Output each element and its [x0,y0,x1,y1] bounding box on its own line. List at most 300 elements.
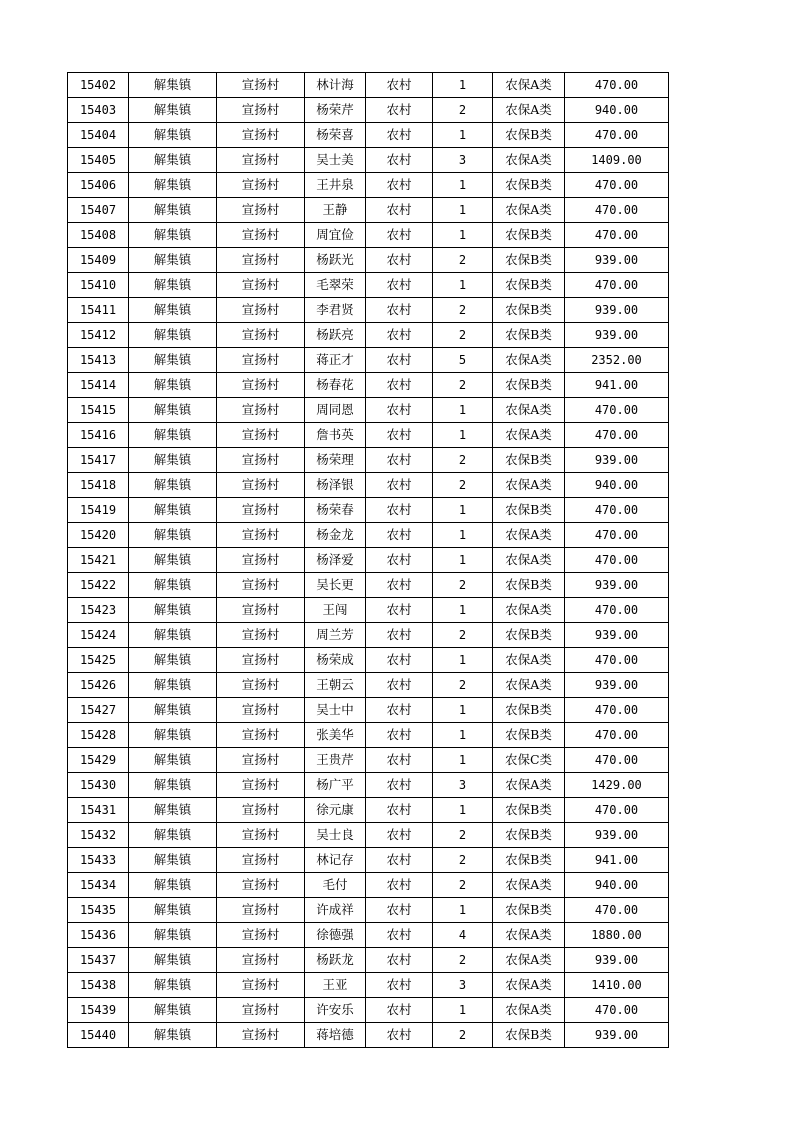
row-id-cell: 15426 [68,673,129,698]
household-size-cell: 1 [433,598,493,623]
village-cell: 宣扬村 [217,223,305,248]
amount-cell: 470.00 [565,273,669,298]
town-cell: 解集镇 [129,348,217,373]
name-cell: 吴长更 [305,573,366,598]
amount-cell: 470.00 [565,223,669,248]
town-cell: 解集镇 [129,648,217,673]
table-row [68,173,669,198]
insurance-class-cell: 农保B类 [493,373,565,398]
table-row [68,673,669,698]
town-cell: 解集镇 [129,998,217,1023]
row-id-cell: 15421 [68,548,129,573]
village-cell: 宣扬村 [217,848,305,873]
insurance-class-cell: 农保A类 [493,673,565,698]
village-cell: 宣扬村 [217,898,305,923]
table-row [68,723,669,748]
household-size-cell: 2 [433,873,493,898]
name-cell: 吴士美 [305,148,366,173]
name-cell: 毛翠荣 [305,273,366,298]
area-type-cell: 农村 [366,773,433,798]
amount-cell: 470.00 [565,998,669,1023]
household-size-cell: 1 [433,73,493,98]
town-cell: 解集镇 [129,873,217,898]
table-row [68,498,669,523]
household-size-cell: 1 [433,273,493,298]
amount-cell: 470.00 [565,548,669,573]
amount-cell: 470.00 [565,648,669,673]
name-cell: 周同恩 [305,398,366,423]
village-cell: 宣扬村 [217,548,305,573]
household-size-cell: 1 [433,173,493,198]
name-cell: 许安乐 [305,998,366,1023]
area-type-cell: 农村 [366,548,433,573]
household-size-cell: 1 [433,198,493,223]
row-id-cell: 15417 [68,448,129,473]
amount-cell: 939.00 [565,948,669,973]
table-row [68,998,669,1023]
area-type-cell: 农村 [366,173,433,198]
area-type-cell: 农村 [366,123,433,148]
area-type-cell: 农村 [366,923,433,948]
row-id-cell: 15433 [68,848,129,873]
amount-cell: 941.00 [565,848,669,873]
insurance-class-cell: 农保A类 [493,398,565,423]
row-id-cell: 15434 [68,873,129,898]
row-id-cell: 15424 [68,623,129,648]
table-row [68,798,669,823]
area-type-cell: 农村 [366,448,433,473]
village-cell: 宣扬村 [217,348,305,373]
table-row [68,898,669,923]
amount-cell: 2352.00 [565,348,669,373]
town-cell: 解集镇 [129,923,217,948]
name-cell: 王井泉 [305,173,366,198]
table-row [68,323,669,348]
table-row [68,648,669,673]
town-cell: 解集镇 [129,98,217,123]
table-row [68,548,669,573]
area-type-cell: 农村 [366,373,433,398]
insurance-class-cell: 农保B类 [493,248,565,273]
household-size-cell: 1 [433,423,493,448]
amount-cell: 940.00 [565,873,669,898]
name-cell: 杨泽爱 [305,548,366,573]
household-size-cell: 1 [433,398,493,423]
village-cell: 宣扬村 [217,198,305,223]
insurance-class-cell: 农保B类 [493,798,565,823]
row-id-cell: 15419 [68,498,129,523]
name-cell: 杨荣芹 [305,98,366,123]
table-row [68,1023,669,1048]
village-cell: 宣扬村 [217,773,305,798]
household-size-cell: 1 [433,798,493,823]
household-size-cell: 5 [433,348,493,373]
row-id-cell: 15408 [68,223,129,248]
name-cell: 许成祥 [305,898,366,923]
household-size-cell: 2 [433,98,493,123]
row-id-cell: 15418 [68,473,129,498]
area-type-cell: 农村 [366,1023,433,1048]
table-row [68,473,669,498]
village-cell: 宣扬村 [217,273,305,298]
area-type-cell: 农村 [366,823,433,848]
name-cell: 杨荣喜 [305,123,366,148]
table-row [68,373,669,398]
village-cell: 宣扬村 [217,423,305,448]
name-cell: 蒋正才 [305,348,366,373]
village-cell: 宣扬村 [217,873,305,898]
table-row [68,623,669,648]
village-cell: 宣扬村 [217,723,305,748]
amount-cell: 939.00 [565,323,669,348]
town-cell: 解集镇 [129,173,217,198]
row-id-cell: 15412 [68,323,129,348]
row-id-cell: 15413 [68,348,129,373]
insurance-class-cell: 农保B类 [493,498,565,523]
name-cell: 杨春花 [305,373,366,398]
amount-cell: 470.00 [565,73,669,98]
insurance-class-cell: 农保B类 [493,273,565,298]
table-row [68,298,669,323]
household-size-cell: 1 [433,523,493,548]
village-cell: 宣扬村 [217,148,305,173]
town-cell: 解集镇 [129,823,217,848]
table-row [68,773,669,798]
village-cell: 宣扬村 [217,123,305,148]
row-id-cell: 15430 [68,773,129,798]
village-cell: 宣扬村 [217,673,305,698]
table-row [68,823,669,848]
area-type-cell: 农村 [366,398,433,423]
town-cell: 解集镇 [129,298,217,323]
household-size-cell: 1 [433,123,493,148]
insurance-class-cell: 农保B类 [493,898,565,923]
village-cell: 宣扬村 [217,948,305,973]
table-row [68,123,669,148]
amount-cell: 939.00 [565,248,669,273]
insurance-class-cell: 农保B类 [493,823,565,848]
village-cell: 宣扬村 [217,698,305,723]
name-cell: 毛付 [305,873,366,898]
household-size-cell: 1 [433,998,493,1023]
insurance-class-cell: 农保A类 [493,998,565,1023]
village-cell: 宣扬村 [217,398,305,423]
insurance-class-cell: 农保A类 [493,98,565,123]
village-cell: 宣扬村 [217,73,305,98]
insurance-class-cell: 农保A类 [493,73,565,98]
town-cell: 解集镇 [129,123,217,148]
insurance-class-cell: 农保C类 [493,748,565,773]
table-row [68,198,669,223]
town-cell: 解集镇 [129,623,217,648]
area-type-cell: 农村 [366,698,433,723]
row-id-cell: 15439 [68,998,129,1023]
village-cell: 宣扬村 [217,598,305,623]
area-type-cell: 农村 [366,423,433,448]
table-row [68,448,669,473]
amount-cell: 470.00 [565,598,669,623]
table-row [68,398,669,423]
amount-cell: 1880.00 [565,923,669,948]
town-cell: 解集镇 [129,848,217,873]
insurance-class-cell: 农保B类 [493,573,565,598]
town-cell: 解集镇 [129,798,217,823]
amount-cell: 470.00 [565,723,669,748]
amount-cell: 939.00 [565,573,669,598]
insurance-class-cell: 农保B类 [493,123,565,148]
insurance-class-cell: 农保B类 [493,448,565,473]
amount-cell: 1429.00 [565,773,669,798]
household-size-cell: 2 [433,573,493,598]
insurance-class-cell: 农保A类 [493,948,565,973]
area-type-cell: 农村 [366,848,433,873]
area-type-cell: 农村 [366,523,433,548]
village-cell: 宣扬村 [217,498,305,523]
name-cell: 周宜俭 [305,223,366,248]
name-cell: 林记存 [305,848,366,873]
name-cell: 詹书英 [305,423,366,448]
insurance-class-cell: 农保B类 [493,323,565,348]
row-id-cell: 15427 [68,698,129,723]
town-cell: 解集镇 [129,198,217,223]
town-cell: 解集镇 [129,673,217,698]
town-cell: 解集镇 [129,698,217,723]
row-id-cell: 15423 [68,598,129,623]
insurance-class-cell: 农保B类 [493,173,565,198]
table-row [68,748,669,773]
area-type-cell: 农村 [366,348,433,373]
amount-cell: 470.00 [565,173,669,198]
amount-cell: 1409.00 [565,148,669,173]
insurance-class-cell: 农保A类 [493,648,565,673]
village-cell: 宣扬村 [217,248,305,273]
village-cell: 宣扬村 [217,648,305,673]
insurance-class-cell: 农保A类 [493,523,565,548]
town-cell: 解集镇 [129,773,217,798]
town-cell: 解集镇 [129,498,217,523]
household-size-cell: 2 [433,323,493,348]
row-id-cell: 15411 [68,298,129,323]
row-id-cell: 15410 [68,273,129,298]
name-cell: 张美华 [305,723,366,748]
amount-cell: 470.00 [565,698,669,723]
row-id-cell: 15414 [68,373,129,398]
amount-cell: 470.00 [565,123,669,148]
name-cell: 周兰芳 [305,623,366,648]
household-size-cell: 1 [433,223,493,248]
amount-cell: 939.00 [565,1023,669,1048]
town-cell: 解集镇 [129,748,217,773]
town-cell: 解集镇 [129,148,217,173]
town-cell: 解集镇 [129,448,217,473]
town-cell: 解集镇 [129,723,217,748]
area-type-cell: 农村 [366,148,433,173]
row-id-cell: 15416 [68,423,129,448]
area-type-cell: 农村 [366,73,433,98]
table-body [68,73,669,1048]
row-id-cell: 15425 [68,648,129,673]
name-cell: 王朝云 [305,673,366,698]
area-type-cell: 农村 [366,648,433,673]
insurance-class-cell: 农保A类 [493,198,565,223]
village-cell: 宣扬村 [217,623,305,648]
row-id-cell: 15402 [68,73,129,98]
amount-cell: 1410.00 [565,973,669,998]
insurance-class-cell: 农保A类 [493,773,565,798]
table-row [68,573,669,598]
amount-cell: 470.00 [565,523,669,548]
insurance-class-cell: 农保A类 [493,548,565,573]
table-row [68,873,669,898]
household-size-cell: 2 [433,473,493,498]
area-type-cell: 农村 [366,748,433,773]
table-row [68,73,669,98]
household-size-cell: 2 [433,248,493,273]
area-type-cell: 农村 [366,298,433,323]
table-row [68,223,669,248]
village-cell: 宣扬村 [217,173,305,198]
insurance-class-cell: 农保B类 [493,723,565,748]
town-cell: 解集镇 [129,323,217,348]
village-cell: 宣扬村 [217,98,305,123]
town-cell: 解集镇 [129,523,217,548]
amount-cell: 941.00 [565,373,669,398]
row-id-cell: 15437 [68,948,129,973]
name-cell: 王贵芹 [305,748,366,773]
village-cell: 宣扬村 [217,298,305,323]
name-cell: 徐元康 [305,798,366,823]
amount-cell: 470.00 [565,423,669,448]
household-size-cell: 2 [433,623,493,648]
amount-cell: 939.00 [565,298,669,323]
row-id-cell: 15406 [68,173,129,198]
village-cell: 宣扬村 [217,523,305,548]
amount-cell: 940.00 [565,473,669,498]
amount-cell: 940.00 [565,98,669,123]
name-cell: 杨泽银 [305,473,366,498]
name-cell: 杨荣成 [305,648,366,673]
town-cell: 解集镇 [129,373,217,398]
amount-cell: 470.00 [565,398,669,423]
area-type-cell: 农村 [366,973,433,998]
household-size-cell: 2 [433,848,493,873]
name-cell: 杨跃光 [305,248,366,273]
row-id-cell: 15431 [68,798,129,823]
town-cell: 解集镇 [129,398,217,423]
village-cell: 宣扬村 [217,923,305,948]
town-cell: 解集镇 [129,73,217,98]
area-type-cell: 农村 [366,723,433,748]
table-row [68,948,669,973]
amount-cell: 939.00 [565,623,669,648]
table-row [68,248,669,273]
town-cell: 解集镇 [129,548,217,573]
name-cell: 杨荣春 [305,498,366,523]
town-cell: 解集镇 [129,598,217,623]
insurance-class-cell: 农保A类 [493,873,565,898]
town-cell: 解集镇 [129,423,217,448]
area-type-cell: 农村 [366,673,433,698]
household-size-cell: 4 [433,923,493,948]
name-cell: 李君贤 [305,298,366,323]
amount-cell: 470.00 [565,898,669,923]
village-cell: 宣扬村 [217,1023,305,1048]
area-type-cell: 农村 [366,948,433,973]
row-id-cell: 15407 [68,198,129,223]
household-size-cell: 2 [433,948,493,973]
table-row [68,973,669,998]
row-id-cell: 15404 [68,123,129,148]
area-type-cell: 农村 [366,323,433,348]
amount-cell: 939.00 [565,673,669,698]
table-row [68,923,669,948]
town-cell: 解集镇 [129,248,217,273]
row-id-cell: 15435 [68,898,129,923]
household-size-cell: 1 [433,648,493,673]
row-id-cell: 15436 [68,923,129,948]
town-cell: 解集镇 [129,273,217,298]
row-id-cell: 15429 [68,748,129,773]
town-cell: 解集镇 [129,948,217,973]
area-type-cell: 农村 [366,598,433,623]
name-cell: 徐德强 [305,923,366,948]
household-size-cell: 3 [433,973,493,998]
row-id-cell: 15438 [68,973,129,998]
row-id-cell: 15403 [68,98,129,123]
table-row [68,348,669,373]
insurance-class-cell: 农保B类 [493,623,565,648]
village-cell: 宣扬村 [217,973,305,998]
amount-cell: 470.00 [565,748,669,773]
row-id-cell: 15422 [68,573,129,598]
village-cell: 宣扬村 [217,823,305,848]
amount-cell: 939.00 [565,448,669,473]
household-size-cell: 2 [433,298,493,323]
town-cell: 解集镇 [129,973,217,998]
amount-cell: 470.00 [565,798,669,823]
insurance-class-cell: 农保B类 [493,298,565,323]
village-cell: 宣扬村 [217,998,305,1023]
insurance-class-cell: 农保A类 [493,348,565,373]
row-id-cell: 15415 [68,398,129,423]
household-size-cell: 1 [433,548,493,573]
household-size-cell: 2 [433,673,493,698]
household-size-cell: 1 [433,898,493,923]
row-id-cell: 15409 [68,248,129,273]
insurance-class-cell: 农保B类 [493,848,565,873]
insurance-class-cell: 农保B类 [493,698,565,723]
village-cell: 宣扬村 [217,573,305,598]
row-id-cell: 15420 [68,523,129,548]
area-type-cell: 农村 [366,898,433,923]
village-cell: 宣扬村 [217,473,305,498]
household-size-cell: 2 [433,448,493,473]
name-cell: 杨荣理 [305,448,366,473]
town-cell: 解集镇 [129,573,217,598]
area-type-cell: 农村 [366,98,433,123]
insurance-class-cell: 农保A类 [493,598,565,623]
insurance-class-cell: 农保A类 [493,923,565,948]
insurance-class-cell: 农保A类 [493,973,565,998]
village-cell: 宣扬村 [217,323,305,348]
table-row [68,148,669,173]
table-row [68,698,669,723]
area-type-cell: 农村 [366,473,433,498]
name-cell: 王亚 [305,973,366,998]
name-cell: 杨金龙 [305,523,366,548]
area-type-cell: 农村 [366,623,433,648]
area-type-cell: 农村 [366,248,433,273]
